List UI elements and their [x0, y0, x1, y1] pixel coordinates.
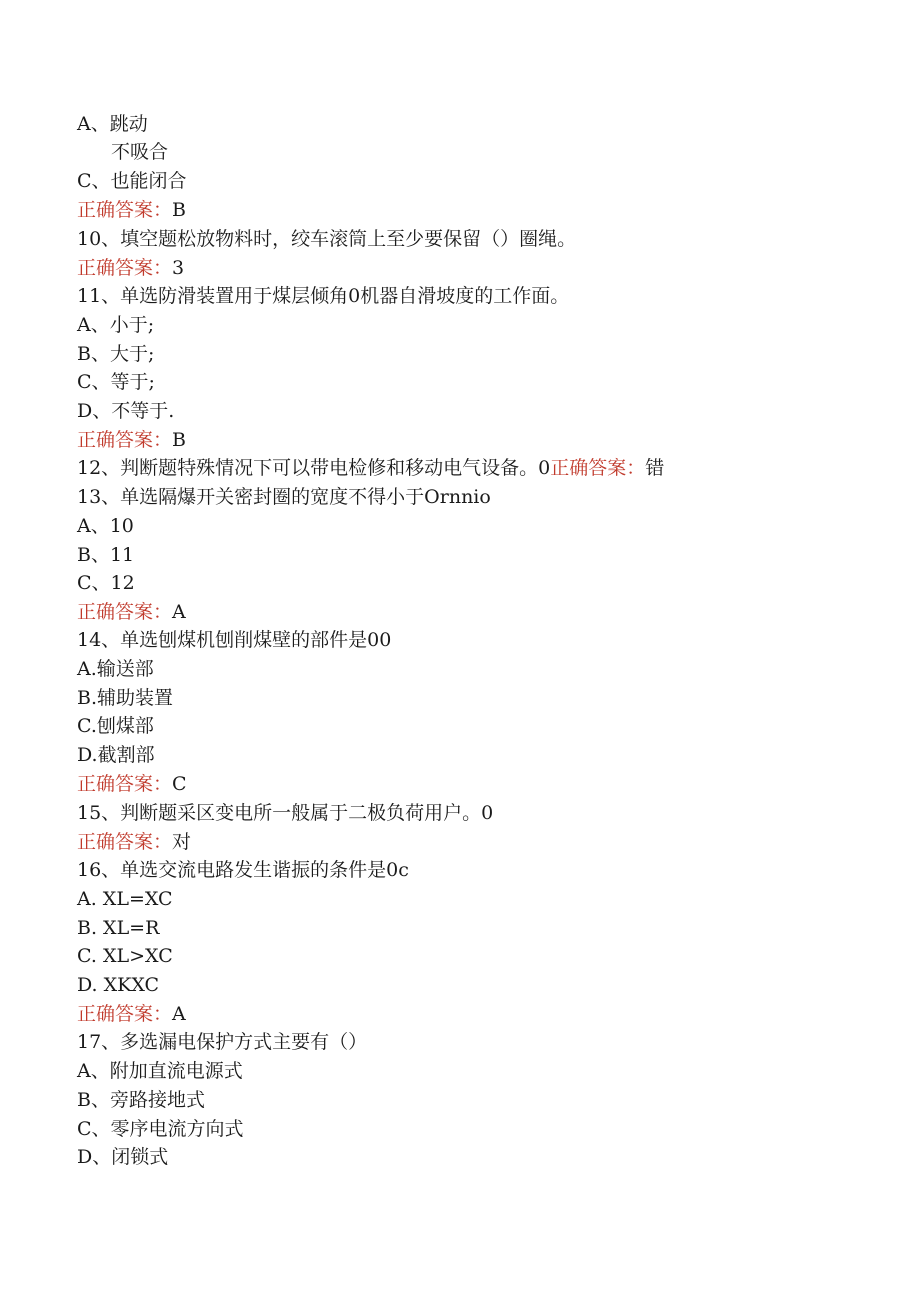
- answer-label: 正确答案：: [77, 429, 173, 451]
- q15-answer: [77, 828, 191, 856]
- q17-option-c: C、零序电流方向式: [77, 1118, 244, 1140]
- q13-option-b: B、11: [77, 544, 135, 566]
- q12-line: [77, 454, 664, 482]
- q14-answer: [77, 770, 187, 798]
- q13-option-c: C、12: [77, 572, 135, 594]
- answer-label: 正确答案：: [77, 1003, 173, 1025]
- q9-option-a: A、跳动: [77, 113, 148, 135]
- answer-value: 对: [172, 831, 192, 853]
- q9-option-c: C、也能闭合: [77, 170, 187, 192]
- q16-text: 16、单选交流电路发生谐振的条件是0c: [77, 859, 409, 881]
- q17-option-b: B、旁路接地式: [77, 1089, 205, 1111]
- answer-value: B: [172, 429, 186, 451]
- q9-option-b: 不吸合: [111, 141, 169, 163]
- q12-text: 12、判断题特殊情况下可以带电检修和移动电气设备。0: [77, 457, 551, 479]
- answer-label: 正确答案：: [77, 601, 173, 623]
- q14-option-b: B.辅助装置: [77, 687, 174, 709]
- answer-label: 正确答案：: [77, 831, 173, 853]
- answer-label: 正确答案：: [550, 457, 646, 479]
- q15-text: 15、判断题采区变电所一般属于二极负荷用户。0: [77, 802, 494, 824]
- answer-value: A: [172, 601, 186, 623]
- q16-option-c: C. XL>XC: [77, 945, 173, 967]
- answer-value: C: [172, 773, 187, 795]
- answer-label: 正确答案：: [77, 773, 173, 795]
- answer-value: B: [172, 199, 186, 221]
- q16-option-b: B. XL=R: [77, 917, 160, 939]
- answer-label: 正确答案：: [77, 257, 173, 279]
- q11-option-a: A、小于;: [77, 314, 155, 336]
- q13-option-a: A、10: [77, 515, 134, 537]
- q17-text: 17、多选漏电保护方式主要有（）: [77, 1031, 368, 1053]
- q14-option-d: D.截割部: [77, 744, 155, 766]
- answer-value: 错: [645, 457, 665, 479]
- q11-option-c: C、等于;: [77, 371, 155, 393]
- answer-label: 正确答案：: [77, 199, 173, 221]
- q10-text: 10、填空题松放物料时，绞车滚筒上至少要保留（）圈绳。: [77, 228, 577, 250]
- q11-answer: [77, 426, 186, 454]
- answer-value: 3: [172, 257, 185, 279]
- q17-option-a: A、附加直流电源式: [77, 1060, 243, 1082]
- q11-option-d: D、不等于.: [77, 400, 175, 422]
- q14-text: 14、单选刨煤机刨削煤壁的部件是00: [77, 629, 392, 651]
- q14-option-c: C.刨煤部: [77, 715, 154, 737]
- q16-option-d: D. XKXC: [77, 974, 160, 996]
- answer-value: A: [172, 1003, 186, 1025]
- q11-text: 11、单选防滑装置用于煤层倾角0机器自滑坡度的工作面。: [77, 285, 570, 307]
- q13-answer: [77, 598, 186, 626]
- q13-text: 13、单选隔爆开关密封圈的宽度不得小于Ornnio: [77, 486, 491, 508]
- q14-option-a: A.输送部: [77, 658, 154, 680]
- q10-answer: [77, 254, 184, 282]
- q16-answer: [77, 1000, 186, 1028]
- q9-answer: [77, 196, 186, 224]
- q16-option-a: A. XL=XC: [77, 888, 173, 910]
- q17-option-d: D、闭锁式: [77, 1146, 169, 1168]
- q11-option-b: B、大于;: [77, 343, 155, 365]
